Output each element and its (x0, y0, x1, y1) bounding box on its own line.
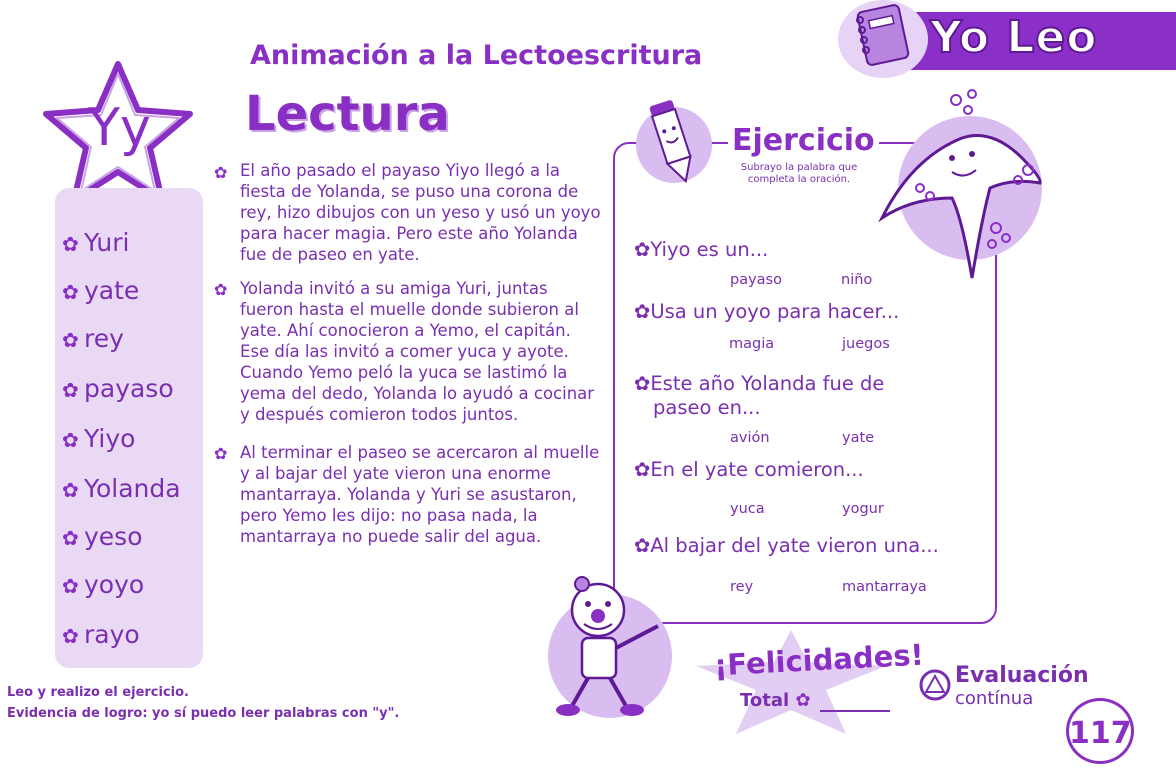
total-label: Total ✿ (740, 690, 811, 711)
reading-paragraph-3: Al terminar el paseo se acercaron al muelle y al bajar del yate vieron una enorme mantarraya. Yolanda y Yuri se asustaron, pero Yemo les dijo: no pasa nada, la mantarraya no puede salir del agua. (240, 443, 600, 546)
option-button[interactable]: yuca (730, 501, 765, 517)
list-item: ✿ yeso (62, 522, 143, 551)
option-button[interactable]: juegos (842, 336, 890, 352)
flower-bullet-icon: ✿ (214, 280, 228, 299)
star-bullet-icon: ✿ (62, 526, 79, 550)
list-item: ✿ Yuri (62, 228, 130, 257)
option-button[interactable]: yate (842, 430, 875, 446)
star-bullet-icon: ✿ (62, 280, 79, 304)
exercise-question-3: ✿Este año Yolanda fue de paseo en... (634, 372, 885, 419)
reading-paragraph-1: El año pasado el payaso Yiyo llegó a la fiesta de Yolanda, se puso una corona de rey, hizo dibujos con un yeso y usó un yoyo para hacer magia. Pero este año Yolanda fue de paseo en yate. (240, 161, 601, 264)
footer-achievement: Evidencia de logro: yo sí puedo leer palabras con "y". (7, 706, 400, 721)
list-item: ✿ payaso (62, 374, 174, 403)
reading-paragraph-2: Yolanda invitó a su amiga Yuri, juntas fueron hasta el muelle donde subieron al yate. Ahí conocieron a Yemo, el capitán. Ese día las invitó a comer yuca y ayote. Cuando Yemo peló la yuca se lastimó la yema del dedo, Yolanda lo ayudó a cocinar y después comieron todos juntos. (240, 279, 595, 424)
flower-bullet-icon: ✿ (634, 300, 651, 323)
evaluation-title: Evaluación (955, 663, 1089, 688)
flower-bullet-icon: ✿ (634, 534, 651, 557)
option-button[interactable]: payaso (730, 272, 782, 288)
exercise-question-1: ✿Yiyo es un... (634, 238, 769, 261)
star-bullet-icon: ✿ (795, 690, 811, 711)
exercise-question-4: ✿En el yate comieron... (634, 458, 864, 481)
exercise-title: Ejercicio (728, 123, 879, 158)
star-bullet-icon: ✿ (62, 574, 79, 598)
notebook-icon (838, 0, 928, 78)
page-title: Lectura (245, 86, 450, 142)
yo-leo-badge: Yo Leo (930, 12, 1098, 63)
exercise-question-2: ✿Usa un yoyo para hacer... (634, 300, 900, 323)
total-answer-line[interactable] (820, 710, 890, 712)
flower-bullet-icon: ✿ (634, 372, 651, 395)
exercise-question-5: ✿Al bajar del yate vieron una... (634, 534, 939, 557)
option-button[interactable]: niño (841, 272, 873, 288)
star-bullet-icon: ✿ (62, 478, 79, 502)
list-item: ✿ yoyo (62, 570, 145, 599)
star-bullet-icon: ✿ (62, 328, 79, 352)
footer-instruction: Leo y realizo el ejercicio. (7, 685, 189, 700)
page-number: 117 (1066, 698, 1134, 764)
star-bullet-icon: ✿ (62, 624, 79, 648)
flower-bullet-icon: ✿ (634, 238, 651, 261)
list-item: ✿ yate (62, 276, 140, 305)
list-item: ✿ Yolanda (62, 474, 181, 503)
flower-bullet-icon: ✿ (214, 444, 228, 463)
option-button[interactable]: avión (730, 430, 770, 446)
manta-ray-icon (872, 88, 1052, 288)
pencil-icon (632, 95, 712, 190)
letter-yy: Yy (88, 98, 151, 158)
list-item: ✿ rey (62, 324, 124, 353)
option-button[interactable]: yogur (842, 501, 884, 517)
flower-bullet-icon: ✿ (634, 458, 651, 481)
section-supertitle: Animación a la Lectoescritura (250, 40, 703, 71)
clown-icon (538, 560, 698, 720)
evaluation-icon (918, 668, 952, 702)
exercise-instruction: Subrayo la palabra que completa la oración. (740, 162, 858, 185)
star-bullet-icon: ✿ (62, 428, 79, 452)
list-item: ✿ Yiyo (62, 424, 136, 453)
star-bullet-icon: ✿ (62, 232, 79, 256)
option-button[interactable]: mantarraya (842, 579, 927, 595)
flower-bullet-icon: ✿ (214, 163, 228, 182)
felicidades-text: ¡Felicidades! (713, 637, 925, 683)
star-bullet-icon: ✿ (62, 378, 79, 402)
option-button[interactable]: magia (729, 336, 775, 352)
evaluation-subtitle: contínua (955, 688, 1034, 709)
header-circle (838, 0, 928, 78)
list-item: ✿ rayo (62, 620, 140, 649)
option-button[interactable]: rey (730, 579, 754, 595)
